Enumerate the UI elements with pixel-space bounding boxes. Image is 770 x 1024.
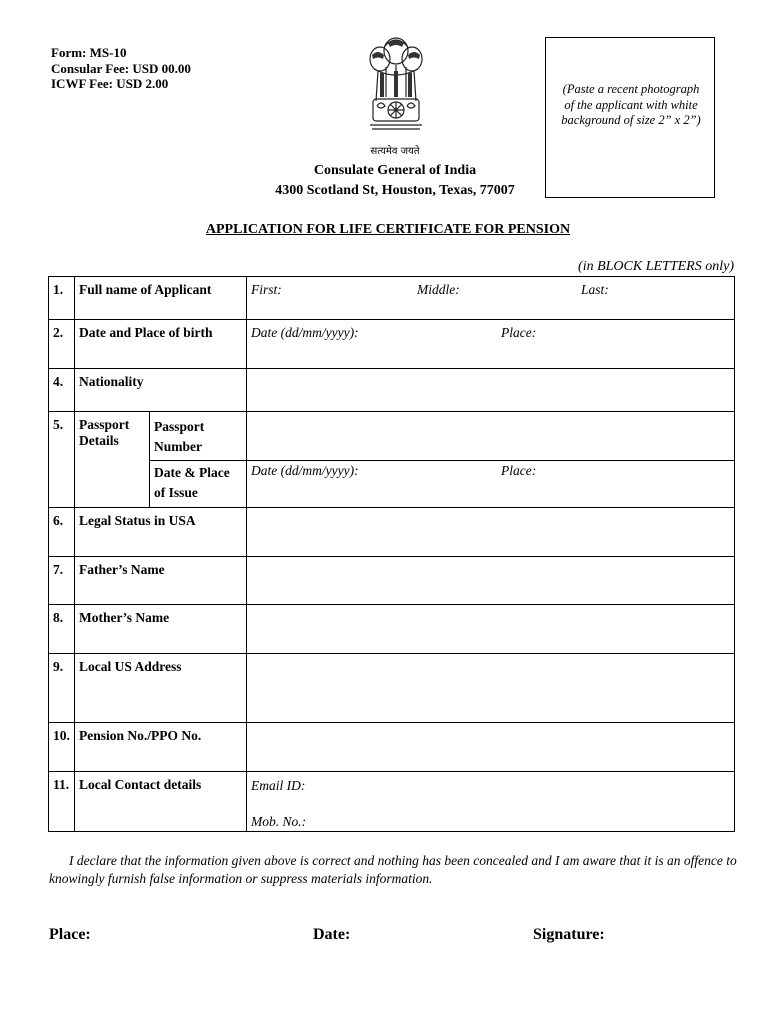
mother-name-label: Mother’s Name [75, 605, 247, 654]
contact-field[interactable] [247, 772, 735, 832]
dob-label: Date and Place of birth [75, 320, 247, 369]
passport-number-label: Passport Number [150, 412, 247, 461]
passport-issue-label: Date & Place of Issue [150, 461, 247, 508]
table-row-mother [49, 605, 735, 654]
place-label: Place: [49, 926, 91, 943]
row-number: 10. [49, 723, 75, 772]
row-number: 6. [49, 508, 75, 557]
address-label: Local US Address [75, 654, 247, 723]
mother-name-field[interactable] [247, 605, 735, 654]
table-row-father [49, 557, 735, 605]
form-title: APPLICATION FOR LIFE CERTIFICATE FOR PENSION [205, 222, 571, 237]
fee-block [51, 45, 191, 92]
application-form-table [48, 276, 735, 832]
full-name-label: Full name of Applicant [75, 277, 247, 320]
father-name-label: Father’s Name [75, 557, 247, 605]
row-number: 8. [49, 605, 75, 654]
mobile-label: Mob. No.: [251, 814, 307, 829]
dob-date-label: Date (dd/mm/yyyy): [251, 325, 359, 340]
row-number: 4. [49, 369, 75, 412]
address-field[interactable] [247, 654, 735, 723]
block-letters-note: (in BLOCK LETTERS only) [578, 259, 734, 274]
pension-label: Pension No./PPO No. [75, 723, 247, 772]
photo-instructions: (Paste a recent photograph of the applicant with white background of size 2” x 2”) [561, 82, 701, 127]
first-name-label: First: [251, 282, 282, 297]
pension-field[interactable] [247, 723, 735, 772]
legal-status-label: Legal Status in USA [75, 508, 247, 557]
national-emblem-icon [356, 33, 436, 143]
nationality-label: Nationality [75, 369, 247, 412]
passport-issue-field[interactable] [247, 461, 735, 508]
passport-number-field[interactable] [247, 412, 735, 461]
table-row-passport-number [49, 412, 735, 461]
middle-name-label: Middle: [417, 282, 460, 297]
table-row-nationality [49, 369, 735, 412]
row-number: 5. [49, 412, 75, 508]
table-row-legal-status [49, 508, 735, 557]
table-row-dob [49, 320, 735, 369]
row-number: 2. [49, 320, 75, 369]
father-name-field[interactable] [247, 557, 735, 605]
signature-label: Signature: [533, 926, 605, 943]
declaration-text: I declare that the information given above is correct and nothing has been concealed and I am aware that it is an offence to knowingly furnish false information or suppress materials information. [49, 853, 737, 886]
legal-status-field[interactable] [247, 508, 735, 557]
issue-date-label: Date (dd/mm/yyyy): [251, 463, 359, 478]
table-row-passport-issue [49, 461, 735, 508]
consulate-address: 4300 Scotland St, Houston, Texas, 77007 [275, 183, 515, 198]
nationality-field[interactable] [247, 369, 735, 412]
issue-place-label: Place: [501, 463, 537, 478]
passport-details-label: Passport Details [75, 412, 150, 508]
date-label: Date: [313, 926, 351, 943]
consular-fee: Consular Fee: USD 00.00 [51, 60, 191, 76]
full-name-field[interactable] [247, 277, 735, 320]
row-number: 1. [49, 277, 75, 320]
consulate-name: Consulate General of India [313, 163, 477, 178]
consulate-heading [220, 161, 570, 201]
email-label: Email ID: [251, 778, 306, 793]
last-name-label: Last: [581, 282, 609, 297]
emblem-motto: सत्यमेव जयते [370, 146, 420, 157]
dob-place-label: Place: [501, 325, 537, 340]
photo-box[interactable] [545, 37, 715, 198]
row-number: 7. [49, 557, 75, 605]
table-row-name [49, 277, 735, 320]
table-row-pension [49, 723, 735, 772]
dob-field[interactable] [247, 320, 735, 369]
table-row-address [49, 654, 735, 723]
row-number: 11. [49, 772, 75, 832]
icwf-fee: ICWF Fee: USD 2.00 [51, 76, 169, 91]
form-number: Form: MS-10 [51, 45, 127, 60]
table-row-contact [49, 772, 735, 832]
row-number: 9. [49, 654, 75, 723]
contact-label: Local Contact details [75, 772, 247, 832]
